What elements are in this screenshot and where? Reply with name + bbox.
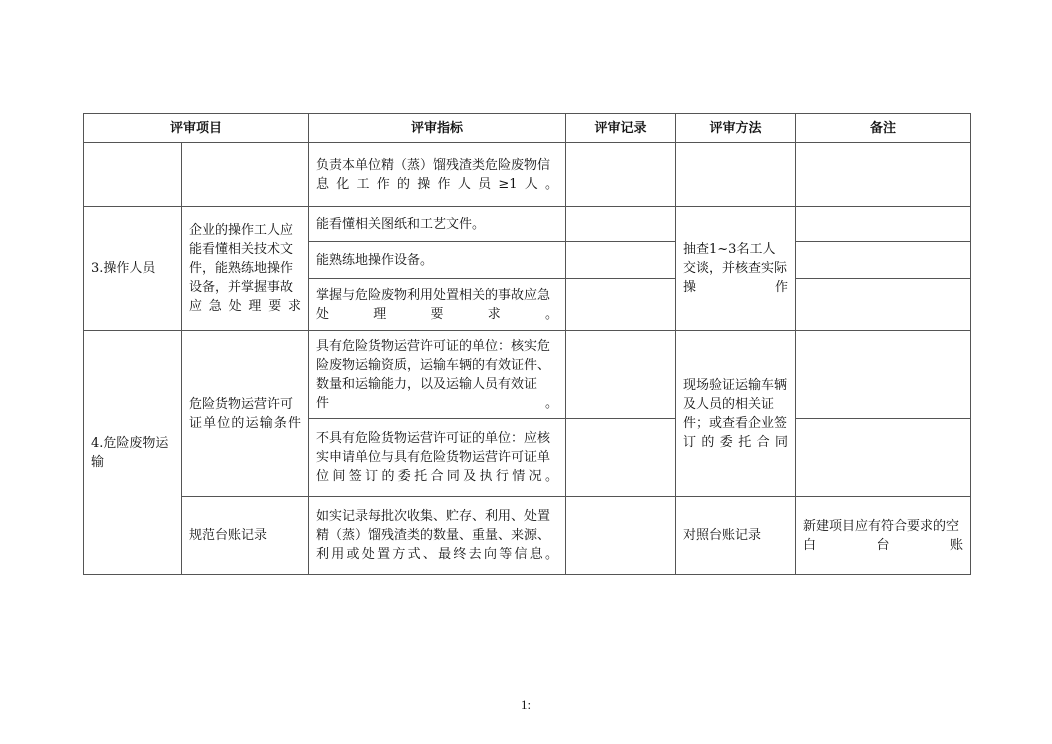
header-note: 备注 [796, 114, 971, 143]
header-item: 评审项目 [84, 114, 309, 143]
record-cell [566, 242, 676, 279]
indicator-cell: 负责本单位精（蒸）馏残渣类危险废物信息化工作的操作人员≥1人。 [309, 143, 566, 207]
table-row [84, 497, 971, 575]
indicator-cell: 能熟练地操作设备。 [309, 242, 566, 279]
method-cell: 抽查1~3名工人交谈，并核查实际操作 [676, 207, 796, 331]
sub-item-cell: 企业的操作工人应能看懂相关技术文件，能熟练地操作设备，并掌握事故应急处理要求 [182, 207, 309, 331]
cell-empty [182, 143, 309, 207]
method-cell: 现场验证运输车辆及人员的相关证件；或查看企业签订的委托合同 [676, 331, 796, 497]
note-cell [796, 242, 971, 279]
method-cell: 对照台账记录 [676, 497, 796, 575]
note-cell [796, 419, 971, 497]
indicator-cell: 如实记录每批次收集、贮存、利用、处置精（蒸）馏残渣类的数量、重量、来源、利用或处置方式、最终去向等信息。 [309, 497, 566, 575]
record-cell [566, 143, 676, 207]
indicator-cell: 掌握与危险废物利用处置相关的事故应急处理要求。 [309, 279, 566, 331]
review-table [83, 113, 971, 575]
note-cell: 新建项目应有符合要求的空白台账 [796, 497, 971, 575]
table-row [84, 331, 971, 419]
item-cell-operators: 3.操作人员 [84, 207, 182, 331]
record-cell [566, 497, 676, 575]
indicator-cell: 能看懂相关图纸和工艺文件。 [309, 207, 566, 242]
header-method: 评审方法 [676, 114, 796, 143]
indicator-cell: 具有危险货物运营许可证的单位：核实危险废物运输资质，运输车辆的有效证件、数量和运输能力，以及运输人员有效证件。 [309, 331, 566, 419]
cell-empty [84, 143, 182, 207]
note-cell [796, 207, 971, 242]
header-indicator: 评审指标 [309, 114, 566, 143]
note-cell [796, 279, 971, 331]
item-cell-transport: 4.危险废物运输 [84, 331, 182, 575]
record-cell [566, 331, 676, 419]
record-cell [566, 207, 676, 242]
page-number: 1: [520, 697, 532, 712]
record-cell [566, 419, 676, 497]
sub-item-cell: 规范台账记录 [182, 497, 309, 575]
sub-item-cell: 危险货物运营许可证单位的运输条件 [182, 331, 309, 497]
indicator-cell: 不具有危险货物运营许可证的单位：应核实申请单位与具有危险货物运营许可证单位间签订的委托合同及执行情况。 [309, 419, 566, 497]
table-row [84, 207, 971, 242]
table-row [84, 143, 971, 207]
record-cell [566, 279, 676, 331]
header-record: 评审记录 [566, 114, 676, 143]
note-cell [796, 331, 971, 419]
note-cell [796, 143, 971, 207]
method-cell [676, 143, 796, 207]
header-row [84, 114, 971, 143]
